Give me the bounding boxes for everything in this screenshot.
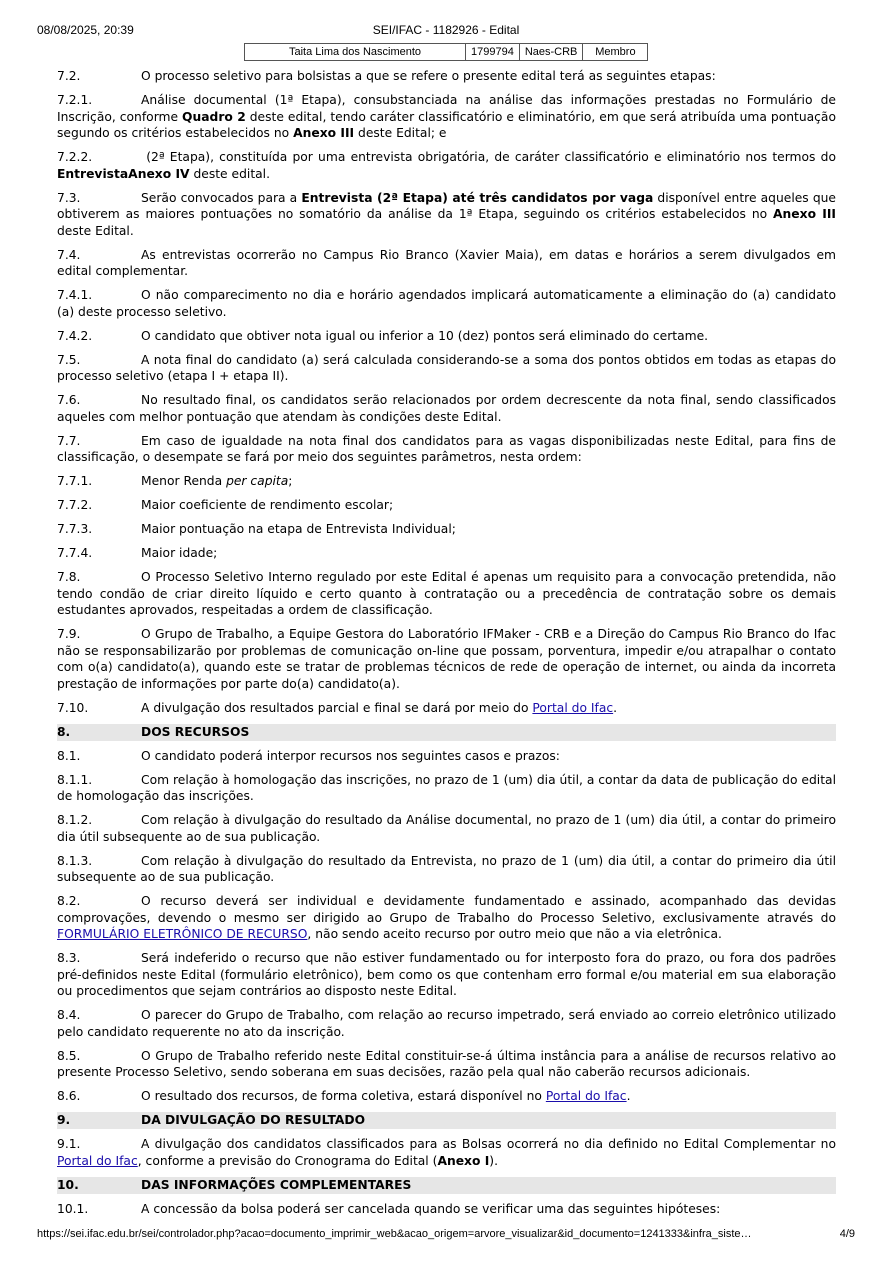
clause-paragraph [57, 473, 836, 490]
clause-paragraph [57, 149, 836, 182]
portal-link[interactable]: Portal do Ifac [532, 700, 614, 715]
annex-reference: Anexo III [293, 126, 355, 140]
section-title: DAS INFORMAÇÕES COMPLEMENTARES [141, 1177, 412, 1192]
clause-paragraph [57, 247, 836, 280]
clause-text: Com relação à divulgação do resultado da Entrevista, no prazo de 1 (um) dia útil, a contar do primeiro dia útil subsequente ao de sua publicação. [57, 853, 836, 884]
clause-number: 7.7. [57, 433, 81, 448]
clause-number: 8.1. [57, 748, 81, 763]
clause-text: Maior pontuação na etapa de Entrevista Individual; [141, 522, 456, 536]
clause-paragraph [57, 950, 836, 1000]
clause-paragraph [57, 853, 836, 886]
clause-number: 8.6. [57, 1089, 81, 1103]
clause-text: deste edital. [189, 166, 270, 181]
clause-text: A divulgação dos resultados parcial e final se dará por meio do [141, 700, 533, 715]
clause-paragraph [57, 92, 836, 142]
clause-text: Maior coeficiente de rendimento escolar; [141, 498, 394, 512]
document-body [57, 68, 836, 1225]
clause-text: A nota final do candidato (a) será calculada considerando-se a soma dos pontos obtidos em todas as etapas do processo seletivo (etapa I + etapa II). [57, 352, 836, 383]
clause-text: O processo seletivo para bolsistas a que se refere o presente edital terá as seguintes etapas: [141, 69, 716, 83]
clause-text: . [626, 1089, 631, 1103]
clause-paragraph [57, 521, 836, 538]
clause-number: 8.3. [57, 951, 81, 965]
print-datetime: 08/08/2025, 20:39 [37, 23, 134, 37]
clause-text: , conforme a previsão do Cronograma do Edital ( [137, 1153, 438, 1168]
clause-number: 8.5. [57, 1048, 81, 1063]
clause-number: 9.1. [57, 1137, 81, 1151]
clause-number: 7.7.2. [57, 498, 93, 512]
clause-number: 7.2.1. [57, 93, 93, 107]
clause-text: Com relação à homologação das inscrições, no prazo de 1 (um) dia útil, a contar da data de publicação do edital de homologação das inscrições. [57, 772, 836, 803]
clause-paragraph [57, 1088, 836, 1105]
clause-paragraph [57, 545, 836, 562]
clause-number: 8.4. [57, 1008, 81, 1022]
page-title: SEI/IFAC - 1182926 - Edital [372, 23, 520, 37]
clause-paragraph [57, 328, 836, 345]
clause-number: 9. [57, 1113, 71, 1127]
clause-text: deste Edital; e [354, 126, 447, 140]
signer-unit: Naes-CRB [519, 44, 583, 61]
clause-text: A divulgação dos candidatos classificados para as Bolsas ocorrerá no dia definido no Edital Complementar no [141, 1137, 836, 1151]
clause-text: O resultado dos recursos, de forma coletiva, estará disponível no [141, 1089, 546, 1103]
clause-text: As entrevistas ocorrerão no Campus Rio Branco (Xavier Maia), em datas e horários a serem divulgados em edital complementar. [57, 247, 836, 278]
clause-paragraph [57, 569, 836, 619]
clause-number: 10. [57, 1177, 79, 1192]
clause-paragraph [57, 1136, 836, 1169]
clause-text: . [613, 700, 618, 715]
clause-text: disponível entre aqueles que obtiverem as maiores pontuações no somatório da análise da 1ª Etapa, seguindo os critérios estabelecidos no [57, 190, 836, 221]
clause-number: 8. [57, 724, 71, 739]
clause-text: A concessão da bolsa poderá ser cancelada quando se verificar uma das seguintes hipóteses: [141, 1201, 721, 1216]
clause-number: 7.2. [57, 69, 81, 83]
clause-number: 7.10. [57, 700, 89, 715]
clause-text: O Grupo de Trabalho referido neste Edital constituir-se-á última instância para a análise de recursos relativo ao presente Processo Seletivo, sendo soberana em suas decisões, razão pela qual não caberão recursos adicionais. [57, 1048, 836, 1079]
clause-italic-text: per capita [226, 474, 289, 488]
signer-name: Taita Lima dos Nascimento [245, 44, 466, 61]
clause-number: 7.6. [57, 393, 81, 407]
clause-number: 7.8. [57, 570, 81, 584]
clause-paragraph [57, 68, 836, 85]
clause-text: O candidato que obtiver nota igual ou inferior a 10 (dez) pontos será eliminado do certame. [141, 328, 709, 343]
clause-bold-text: Entrevista (2ª Etapa) até três candidatos por vaga [301, 190, 654, 205]
clause-number: 7.7.1. [57, 474, 93, 488]
clause-number: 7.7.3. [57, 522, 93, 536]
clause-bold-text: Entrevista [57, 166, 129, 181]
clause-number: 7.9. [57, 627, 81, 641]
clause-text: No resultado final, os candidatos serão relacionados por ordem decrescente da nota final, sendo classificados aqueles com melhor pontuação que atendam às condições deste Edital. [57, 393, 836, 424]
clause-number: 7.7.4. [57, 546, 93, 560]
clause-text: Será indeferido o recurso que não estiver fundamentado ou for interposto fora do prazo, ou fora dos padrões pré-definidos neste Edital (formulário eletrônico), bem como os que contenham erro formal e/ou material em sua elaboração ou procedimentos que sejam contrários ao disposto neste Edital. [57, 951, 836, 998]
clause-text: O não comparecimento no dia e horário agendados implicará automaticamente a eliminação do (a) candidato (a) deste processo seletivo. [57, 288, 836, 319]
clause-paragraph [57, 772, 836, 805]
clause-text: O parecer do Grupo de Trabalho, com relação ao recurso impetrado, será enviado ao correio eletrônico utilizado pelo candidato requerente no ato da inscrição. [57, 1008, 836, 1039]
clause-number: 7.5. [57, 352, 81, 367]
section-heading [57, 724, 836, 741]
page-number: 4/9 [839, 1228, 855, 1240]
clause-paragraph [57, 190, 836, 240]
clause-bold-text: Quadro 2 [182, 109, 246, 124]
clause-text: Menor Renda [141, 474, 227, 488]
clause-number: 7.4.2. [57, 328, 93, 343]
annex-reference: Anexo I [437, 1153, 490, 1168]
clause-text: Com relação à divulgação do resultado da Análise documental, no prazo de 1 (um) dia útil, a contar do primeiro dia útil subsequente ao de sua publicação. [57, 813, 836, 844]
clause-number: 7.4.1. [57, 288, 93, 302]
section-heading [57, 1112, 836, 1129]
clause-paragraph [57, 287, 836, 320]
clause-paragraph [57, 1201, 836, 1218]
clause-text: ). [489, 1153, 499, 1168]
portal-link[interactable]: FORMULÁRIO ELETRÔNICO DE RECURSO [57, 927, 308, 941]
clause-text: (2ª Etapa), constituída por uma entrevista obrigatória, de caráter classificatório e eliminatório nos termos do [141, 150, 836, 164]
portal-link[interactable]: Portal do Ifac [57, 1153, 138, 1168]
clause-paragraph [57, 433, 836, 466]
clause-paragraph [57, 497, 836, 514]
clause-text: deste Edital. [57, 223, 134, 238]
annex-reference: Anexo III [773, 207, 837, 221]
clause-number: 8.1.1. [57, 772, 93, 787]
clause-number: 8.1.3. [57, 853, 93, 868]
clause-text: O recurso deverá ser individual e devidamente fundamentado e assinado, acompanhado das devidas comprovações, devendo o mesmo ser dirigido ao Grupo de Trabalho do Processo Seletivo, exclusivamente através do [57, 894, 836, 925]
clause-paragraph [57, 626, 836, 692]
section-title: DOS RECURSOS [141, 724, 250, 739]
clause-text: deste edital, tendo caráter classificatório e eliminatório, em que será atribuída uma pontuação segundo os critérios estabelecidos no [57, 109, 836, 140]
clause-text: O Grupo de Trabalho, a Equipe Gestora do Laboratório IFMaker - CRB e a Direção do Campus Rio Branco do Ifac não se responsabilizarão por problemas de comunicação on-line que possam, porventura, impedir e/ou atrapalhar o contato com o(a) candidato(a), quando este se tratar de problemas técnicos de rede de operação de internet, ou ainda da incorreta prestação de informações por parte do(a) candidato(a). [57, 627, 836, 691]
clause-number: 7.3. [57, 190, 81, 205]
clause-paragraph [57, 700, 836, 717]
annex-reference: Anexo IV [128, 166, 190, 181]
portal-link[interactable]: Portal do Ifac [545, 1089, 627, 1103]
clause-text: Serão convocados para a [141, 190, 302, 205]
clause-text: Análise documental (1ª Etapa), consubstanciada na análise das informações prestadas no Formulário de Inscrição, conforme [57, 93, 836, 124]
clause-number: 10.1. [57, 1201, 89, 1216]
clause-paragraph [57, 748, 836, 765]
footer-url: https://sei.ifac.edu.br/sei/controlador.php?acao=documento_imprimir_web&acao_origem=arvore_visualizar&id_documento=1241333&infra_siste… [37, 1228, 752, 1240]
signer-id: 1799794 [466, 44, 520, 61]
clause-paragraph [57, 893, 836, 943]
clause-text: Maior idade; [141, 546, 218, 560]
clause-number: 8.2. [57, 894, 81, 908]
clause-paragraph [57, 392, 836, 425]
section-heading [57, 1177, 836, 1194]
clause-paragraph [57, 1007, 836, 1040]
clause-paragraph [57, 1048, 836, 1081]
clause-paragraph [57, 352, 836, 385]
clause-text: O Processo Seletivo Interno regulado por este Edital é apenas um requisito para a convocação pretendida, não tendo condão de criar direito líquido e certo quanto à contratação ou a precedência de contratação sobre os demais estudantes aprovados, respeitadas a ordem de classificação. [57, 570, 836, 617]
clause-text: O candidato poderá interpor recursos nos seguintes casos e prazos: [141, 748, 560, 763]
clause-number: 7.4. [57, 247, 81, 262]
clause-paragraph [57, 812, 836, 845]
clause-number: 8.1.2. [57, 813, 93, 827]
clause-number: 7.2.2. [57, 150, 93, 164]
clause-text: , não sendo aceito recurso por outro meio que não a via eletrônica. [307, 927, 722, 941]
signer-role: Membro [583, 44, 648, 61]
clause-text: ; [288, 474, 293, 488]
signature-table [244, 43, 648, 61]
section-title: DA DIVULGAÇÃO DO RESULTADO [141, 1113, 366, 1127]
clause-text: Em caso de igualdade na nota final dos candidatos para as vagas disponibilizadas neste Edital, para fins de classificação, o desempate se fará por meio dos seguintes parâmetros, nesta ordem: [57, 433, 836, 464]
